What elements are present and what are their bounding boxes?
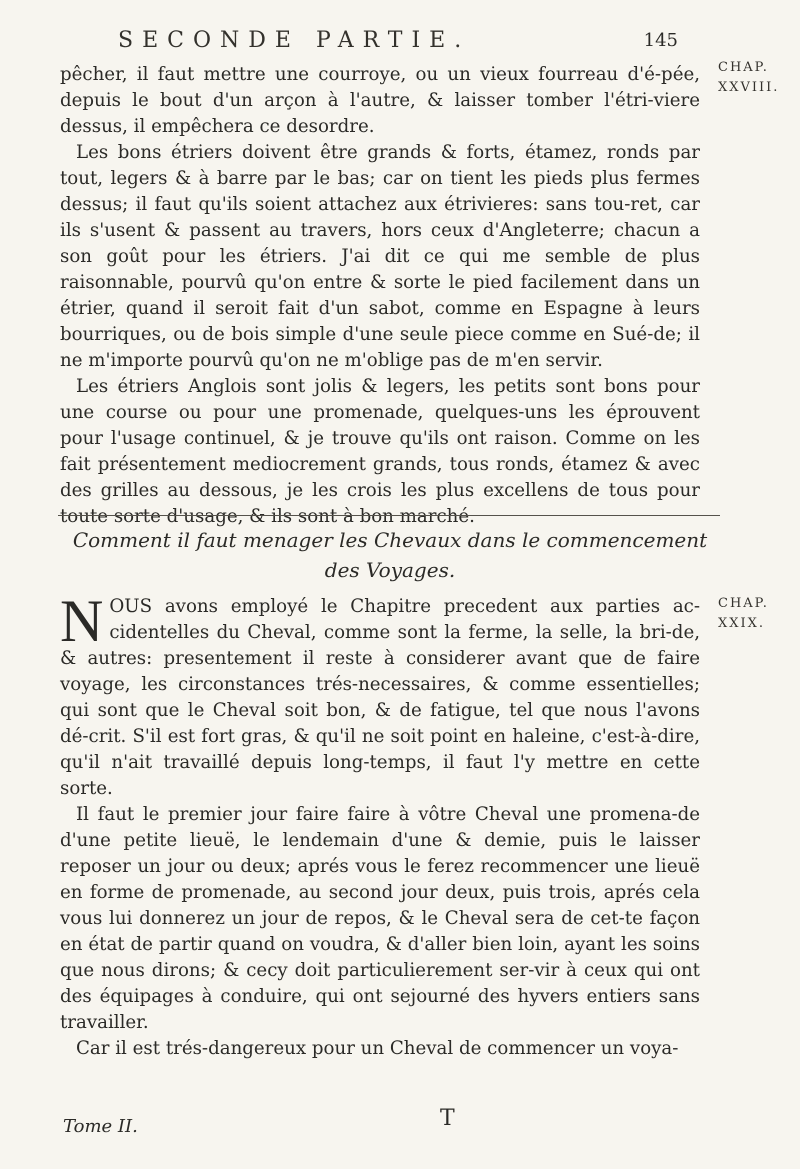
chapter-title-line-1: Comment il faut menager les Chevaux dans le commencement [72,528,708,552]
volume-label: Tome II. [63,1116,138,1137]
page-header [118,28,678,60]
chapter-29-margin-note: CHAP. XXIX. [718,596,769,631]
drop-capital: N [60,588,104,654]
paragraph-etriers: Les bons étriers doivent être grands & forts, étamez, ronds par tout, legers & à barre par le bas; car on tient les pieds plus fermes dessus; il faut qu'ils soient attachez aux étrivieres: sans tou-ret, car ils s'usent & passent au travers, hors ceux d'Angleterre; chacun a son goût pour les étriers. J'ai dit ce qui me semble de plus raisonnable, pourvû qu'on entre & sorte le pied facilement dans un étrier, quand il seroit fait d'un sabot, comme en Espagne à leurs bourriques, ou de bois simple d'une seule piece comme en Sué-de; il ne m'importe pourvû qu'on ne m'oblige pas de m'en servir. [60,142,700,371]
chapter-28-margin-note: CHAP. XXVIII. [718,60,780,95]
page-number: 145 [643,30,678,51]
paragraph-promenade: Il faut le premier jour faire faire à vôtre Cheval une promena-de d'une petite lieuë, le lendemain d'une & demie, puis le laisser reposer un jour ou deux; aprés vous le ferez recommencer une lieuë en forme de promenade, au second jour deux, puis trois, aprés cela vous lui donnerez un jour de repos, & le Cheval sera de cet-te façon en état de partir quand on voudra, & d'aller bien loin, ayant les soins que nous dirons; & cecy doit particulierement ser-vir à ceux qui ont des équipages à conduire, qui ont sejourné des hyvers entiers sans travailler. [60,804,700,1033]
paragraph-danger: Car il est trés-dangereux pour un Cheval de commencer un voya- [76,1038,679,1059]
signature-mark: T [440,1106,455,1131]
chapter-title-line-2: des Voyages. [324,558,456,582]
opening-text: OUS avons employé le Chapitre precedent aux parties ac-cidentelles du Cheval, comme sont la ferme, la selle, la bri-de, & autres: presentement il reste à considerer avant que de faire voyage, les circonstances trés-necessaires, & comme essentielles; qui sont que le Cheval soit bon, & de fatigue, tel que nous l'avons dé-crit. S'il est fort gras, & qu'il ne soit point en haleine, c'est-à-dire, qu'il n'ait travaillé depuis long-temps, il faut l'y mettre en cette sorte. [60,596,700,799]
paragraph-etriers-anglois: Les étriers Anglois sont jolis & legers, les petits sont bons pour une course ou pour une promenade, quelques-uns les éprouvent pour l'usage continuel, & je trouve qu'ils ont raison. Comme on les fait présentement mediocrement grands, tous ronds, étamez & avec des grilles au dessous, je les crois les plus excellens de tous pour toute sorte d'usage, & ils sont à bon marché. [60,376,700,527]
running-title: SECONDE PARTIE. [118,28,471,53]
chapter-title [60,525,720,585]
paragraph-opening [60,588,700,802]
paragraph-continuation: pêcher, il faut mettre une courroye, ou un vieux fourreau d'é-pée, depuis le bout d'un arçon à l'autre, & laisser tomber l'étri-viere dessus, il empêchera ce desordre. [60,64,700,137]
lower-text-block [60,588,700,1062]
upper-text-block [60,62,700,530]
section-divider [58,515,720,516]
